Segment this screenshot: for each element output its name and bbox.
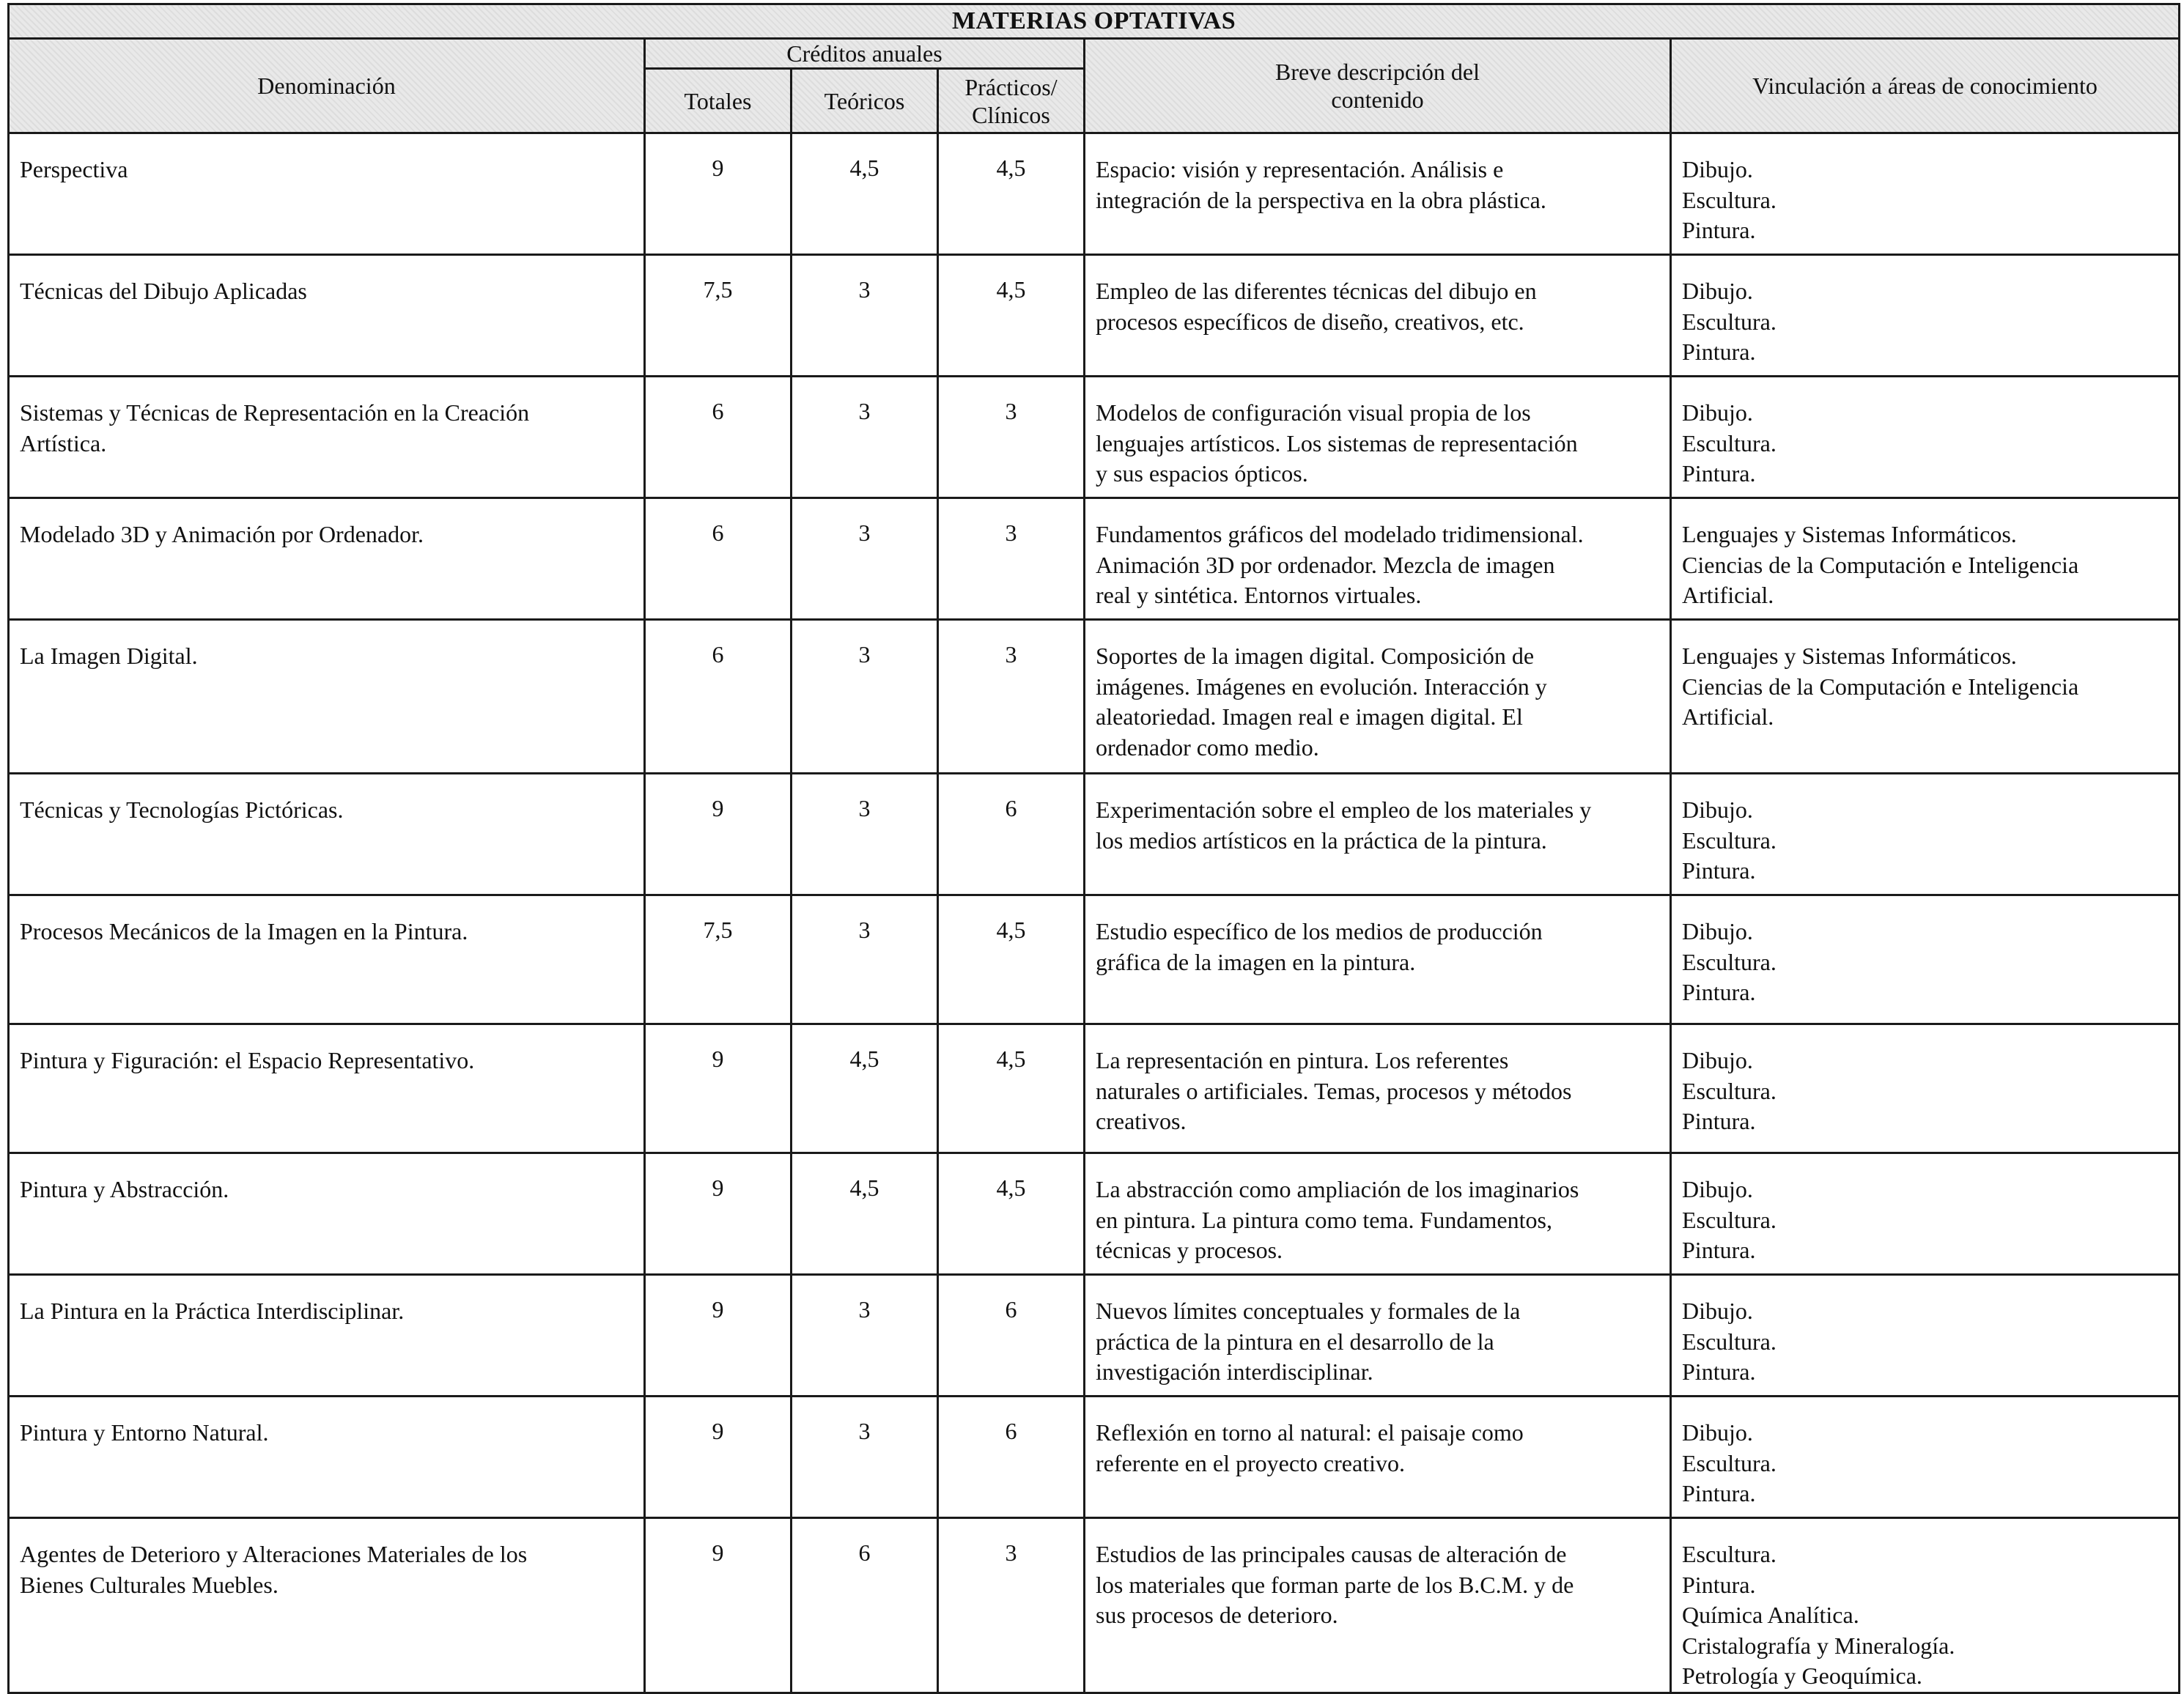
description-line: Animación 3D por ordenador. Mezcla de imagen <box>1096 551 1555 578</box>
knowledge-area-line: Dibujo. <box>1682 156 1753 182</box>
description-line: Reflexión en torno al natural: el paisaje como <box>1096 1419 1524 1446</box>
description-line: lenguajes artísticos. Los sistemas de representación <box>1096 429 1578 456</box>
table-body <box>9 133 2180 1693</box>
knowledge-area-line: Pintura. <box>1682 460 1756 487</box>
cell-descripcion <box>1085 774 1671 895</box>
header-practicos-line-1: Prácticos/ <box>964 73 1058 100</box>
cell-descripcion <box>1085 255 1671 377</box>
cell-vinculacion <box>1671 1024 2180 1153</box>
subject-name-line: Perspectiva <box>20 156 128 182</box>
knowledge-area-line: Pintura. <box>1682 1108 1756 1134</box>
knowledge-area-line: Dibujo. <box>1682 1419 1753 1446</box>
description-line: práctica de la pintura en el desarrollo de la <box>1096 1328 1494 1355</box>
knowledge-area-line: Pintura. <box>1682 1480 1756 1506</box>
knowledge-area-line: Pintura. <box>1682 217 1756 243</box>
cell-vinculacion <box>1671 498 2180 620</box>
cell-totales: 9 <box>645 1397 792 1518</box>
cell-descripcion <box>1085 1024 1671 1153</box>
cell-vinculacion <box>1671 377 2180 498</box>
description-line: Soportes de la imagen digital. Composición de <box>1096 643 1535 669</box>
header-vinculacion: Vinculación a áreas de conocimiento <box>1671 39 2180 133</box>
description-line: gráfica de la imagen en la pintura. <box>1096 948 1416 975</box>
table-row <box>9 377 2180 498</box>
cell-denominacion <box>9 1275 645 1397</box>
header-descripcion <box>1085 39 1671 133</box>
table-title: MATERIAS OPTATIVAS <box>9 4 2180 39</box>
cell-teoricos: 4,5 <box>792 1153 938 1275</box>
subject-name-line: Pintura y Abstracción. <box>20 1176 229 1202</box>
cell-descripcion <box>1085 1153 1671 1275</box>
knowledge-area-line: Química Analítica. <box>1682 1602 1859 1628</box>
cell-denominacion <box>9 1397 645 1518</box>
description-line: creativos. <box>1096 1108 1187 1134</box>
cell-denominacion <box>9 774 645 895</box>
knowledge-area-line: Petrología y Geoquímica. <box>1682 1662 1922 1689</box>
knowledge-area-line: Lenguajes y Sistemas Informáticos. <box>1682 643 2017 669</box>
description-line: y sus espacios ópticos. <box>1096 460 1308 487</box>
cell-practicos: 4,5 <box>938 255 1085 377</box>
knowledge-area-line: Dibujo. <box>1682 796 1753 823</box>
cell-teoricos: 3 <box>792 377 938 498</box>
table-row <box>9 774 2180 895</box>
cell-teoricos: 4,5 <box>792 1024 938 1153</box>
subject-name-line: Técnicas y Tecnologías Pictóricas. <box>20 796 344 823</box>
cell-practicos: 4,5 <box>938 895 1085 1024</box>
cell-denominacion <box>9 377 645 498</box>
cell-teoricos: 3 <box>792 255 938 377</box>
cell-descripcion <box>1085 1518 1671 1693</box>
cell-vinculacion <box>1671 895 2180 1024</box>
description-line: Empleo de las diferentes técnicas del dibujo en <box>1096 278 1537 304</box>
knowledge-area-line: Escultura. <box>1682 1077 1777 1104</box>
cell-vinculacion <box>1671 1153 2180 1275</box>
knowledge-area-line: Artificial. <box>1682 703 1774 730</box>
subject-name-line: Pintura y Figuración: el Espacio Representativo. <box>20 1047 475 1073</box>
cell-denominacion <box>9 895 645 1024</box>
cell-denominacion <box>9 620 645 774</box>
description-line: integración de la perspectiva en la obra plástica. <box>1096 186 1546 213</box>
knowledge-area-line: Escultura. <box>1682 1206 1777 1233</box>
description-line: en pintura. La pintura como tema. Fundamentos, <box>1096 1206 1552 1233</box>
description-line: La representación en pintura. Los referentes <box>1096 1047 1509 1073</box>
subject-name-line: La Imagen Digital. <box>20 643 198 669</box>
cell-vinculacion <box>1671 1275 2180 1397</box>
cell-vinculacion <box>1671 1397 2180 1518</box>
cell-teoricos: 3 <box>792 895 938 1024</box>
knowledge-area-line: Cristalografía y Mineralogía. <box>1682 1632 1955 1659</box>
knowledge-area-line: Dibujo. <box>1682 399 1753 426</box>
table-row <box>9 255 2180 377</box>
cell-practicos: 3 <box>938 498 1085 620</box>
cell-totales: 7,5 <box>645 895 792 1024</box>
description-line: los materiales que forman parte de los B.C.M. y de <box>1096 1571 1574 1598</box>
cell-totales: 9 <box>645 1024 792 1153</box>
knowledge-area-line: Pintura. <box>1682 339 1756 365</box>
header-descripcion-line-1: Breve descripción del <box>1275 59 1480 85</box>
description-line: ordenador como medio. <box>1096 733 1319 761</box>
table-row <box>9 1024 2180 1153</box>
cell-practicos: 6 <box>938 774 1085 895</box>
cell-denominacion <box>9 133 645 255</box>
cell-teoricos: 3 <box>792 498 938 620</box>
subject-name-line: La Pintura en la Práctica Interdisciplinar. <box>20 1298 405 1324</box>
knowledge-area-line: Escultura. <box>1682 186 1777 213</box>
knowledge-area-line: Dibujo. <box>1682 278 1753 304</box>
subject-name-line: Técnicas del Dibujo Aplicadas <box>20 278 307 304</box>
knowledge-area-line: Escultura. <box>1682 1541 1777 1567</box>
knowledge-area-line: Escultura. <box>1682 429 1777 456</box>
cell-practicos: 4,5 <box>938 1024 1085 1153</box>
cell-practicos: 4,5 <box>938 1153 1085 1275</box>
cell-denominacion <box>9 1518 645 1693</box>
table-row <box>9 895 2180 1024</box>
cell-descripcion <box>1085 377 1671 498</box>
knowledge-area-line: Lenguajes y Sistemas Informáticos. <box>1682 521 2017 547</box>
cell-practicos: 3 <box>938 620 1085 774</box>
table-row <box>9 620 2180 774</box>
description-line: Experimentación sobre el empleo de los materiales y <box>1096 796 1592 823</box>
knowledge-area-line: Escultura. <box>1682 826 1777 854</box>
header-descripcion-line-2: contenido <box>1331 86 1424 113</box>
cell-denominacion <box>9 255 645 377</box>
knowledge-area-line: Escultura. <box>1682 1328 1777 1355</box>
cell-descripcion <box>1085 1397 1671 1518</box>
cell-vinculacion <box>1671 620 2180 774</box>
cell-totales: 9 <box>645 1153 792 1275</box>
header-practicos <box>938 69 1085 133</box>
description-line: Modelos de configuración visual propia de los <box>1096 399 1531 426</box>
header-denominacion: Denominación <box>9 39 645 133</box>
description-line: imágenes. Imágenes en evolución. Interacción y <box>1096 673 1547 700</box>
subject-name-line: Modelado 3D y Animación por Ordenador. <box>20 521 424 547</box>
subject-name-line: Bienes Culturales Muebles. <box>20 1571 278 1598</box>
cell-totales: 6 <box>645 377 792 498</box>
description-line: naturales o artificiales. Temas, procesos y métodos <box>1096 1077 1572 1104</box>
cell-vinculacion <box>1671 774 2180 895</box>
cell-descripcion <box>1085 498 1671 620</box>
subject-name-line: Artística. <box>20 429 107 456</box>
cell-teoricos: 4,5 <box>792 133 938 255</box>
header-teoricos: Teóricos <box>792 69 938 133</box>
table-row <box>9 1153 2180 1275</box>
knowledge-area-line: Escultura. <box>1682 948 1777 975</box>
cell-practicos: 6 <box>938 1275 1085 1397</box>
description-line: Estudio específico de los medios de producción <box>1096 918 1543 944</box>
cell-totales: 6 <box>645 498 792 620</box>
cell-vinculacion <box>1671 133 2180 255</box>
table-row <box>9 1275 2180 1397</box>
description-line: real y sintética. Entornos virtuales. <box>1096 582 1422 608</box>
description-line: aleatoriedad. Imagen real e imagen digital. El <box>1096 703 1523 730</box>
table-row <box>9 1518 2180 1693</box>
knowledge-area-line: Ciencias de la Computación e Inteligencia <box>1682 673 2079 700</box>
knowledge-area-line: Dibujo. <box>1682 1176 1753 1202</box>
cell-teoricos: 3 <box>792 620 938 774</box>
description-line: Fundamentos gráficos del modelado tridimensional. <box>1096 521 1584 547</box>
subject-name-line: Procesos Mecánicos de la Imagen en la Pintura. <box>20 918 468 944</box>
table-row <box>9 498 2180 620</box>
cell-practicos: 6 <box>938 1397 1085 1518</box>
description-line: Estudios de las principales causas de alteración de <box>1096 1541 1567 1567</box>
description-line: técnicas y procesos. <box>1096 1237 1283 1263</box>
description-line: Espacio: visión y representación. Análisis e <box>1096 156 1504 182</box>
cell-totales: 9 <box>645 133 792 255</box>
header-practicos-line-2: Clínicos <box>972 101 1050 128</box>
optional-subjects-table <box>7 3 2180 1694</box>
cell-denominacion <box>9 1024 645 1153</box>
knowledge-area-line: Dibujo. <box>1682 1047 1753 1073</box>
knowledge-area-line: Escultura. <box>1682 308 1777 335</box>
description-line: los medios artísticos en la práctica de la pintura. <box>1096 826 1547 854</box>
knowledge-area-line: Pintura. <box>1682 979 1756 1005</box>
cell-practicos: 3 <box>938 1518 1085 1693</box>
knowledge-area-line: Pintura. <box>1682 1571 1756 1598</box>
header-totales: Totales <box>645 69 792 133</box>
description-line: sus procesos de deterioro. <box>1096 1602 1338 1628</box>
cell-descripcion <box>1085 133 1671 255</box>
cell-descripcion <box>1085 895 1671 1024</box>
cell-teoricos: 3 <box>792 774 938 895</box>
knowledge-area-line: Pintura. <box>1682 1237 1756 1263</box>
description-line: referente en el proyecto creativo. <box>1096 1449 1405 1476</box>
subject-name-line: Sistemas y Técnicas de Representación en la Creación <box>20 399 530 426</box>
knowledge-area-line: Ciencias de la Computación e Inteligencia <box>1682 551 2079 578</box>
cell-totales: 9 <box>645 774 792 895</box>
subject-name-line: Pintura y Entorno Natural. <box>20 1419 269 1446</box>
cell-practicos: 3 <box>938 377 1085 498</box>
knowledge-area-line: Dibujo. <box>1682 918 1753 944</box>
cell-denominacion <box>9 1153 645 1275</box>
table-row <box>9 133 2180 255</box>
cell-totales: 7,5 <box>645 255 792 377</box>
cell-descripcion <box>1085 1275 1671 1397</box>
cell-teoricos: 3 <box>792 1275 938 1397</box>
cell-teoricos: 3 <box>792 1397 938 1518</box>
subject-name-line: Agentes de Deterioro y Alteraciones Materiales de los <box>20 1541 528 1567</box>
cell-totales: 6 <box>645 620 792 774</box>
cell-practicos: 4,5 <box>938 133 1085 255</box>
knowledge-area-line: Artificial. <box>1682 582 1774 608</box>
cell-totales: 9 <box>645 1518 792 1693</box>
cell-totales: 9 <box>645 1275 792 1397</box>
cell-vinculacion <box>1671 255 2180 377</box>
cell-vinculacion <box>1671 1518 2180 1693</box>
cell-teoricos: 6 <box>792 1518 938 1693</box>
description-line: La abstracción como ampliación de los imaginarios <box>1096 1176 1579 1202</box>
knowledge-area-line: Pintura. <box>1682 857 1756 884</box>
description-line: procesos específicos de diseño, creativos, etc. <box>1096 308 1524 335</box>
knowledge-area-line: Dibujo. <box>1682 1298 1753 1324</box>
knowledge-area-line: Escultura. <box>1682 1449 1777 1476</box>
cell-descripcion <box>1085 620 1671 774</box>
description-line: Nuevos límites conceptuales y formales de la <box>1096 1298 1521 1324</box>
knowledge-area-line: Pintura. <box>1682 1358 1756 1385</box>
table-row <box>9 1397 2180 1518</box>
description-line: investigación interdisciplinar. <box>1096 1358 1373 1385</box>
header-creditos-anuales: Créditos anuales <box>645 39 1085 69</box>
cell-denominacion <box>9 498 645 620</box>
